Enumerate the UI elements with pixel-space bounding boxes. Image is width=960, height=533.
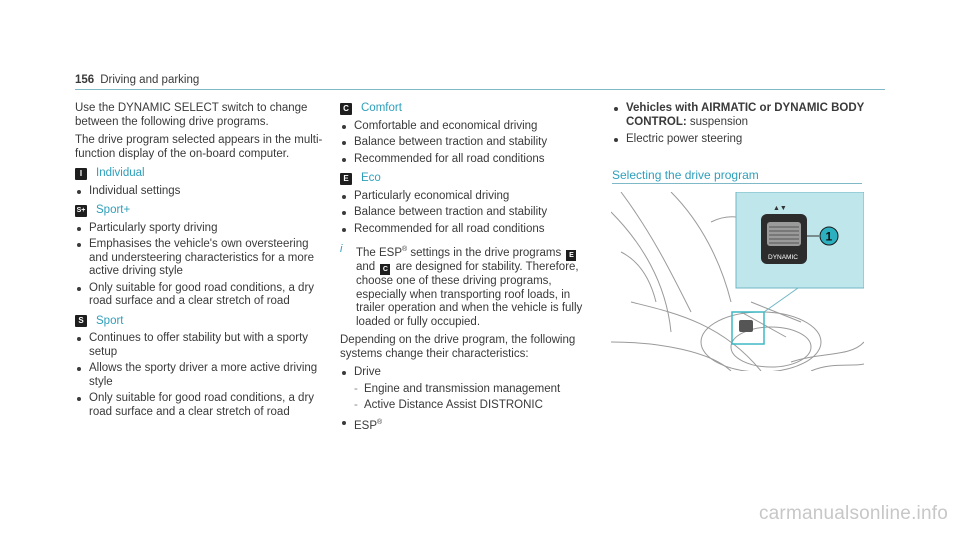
bullet-icon bbox=[614, 138, 618, 142]
list-item: - Active Distance Assist DISTRONIC bbox=[354, 399, 543, 412]
page-number: 156 bbox=[75, 74, 95, 86]
list-item: Emphasises the vehicle's own oversteering and understeering characteristics for a more active driving style bbox=[75, 238, 325, 279]
mode-title: Sport bbox=[96, 314, 124, 327]
eco-mode-icon: E bbox=[340, 173, 352, 185]
switch-label: DYNAMIC bbox=[768, 254, 798, 261]
chapter-title: Driving and parking bbox=[100, 74, 200, 86]
bullet-icon bbox=[77, 227, 81, 231]
column-middle bbox=[340, 102, 590, 436]
list-item: Electric power steering bbox=[612, 133, 872, 147]
mode-comfort bbox=[340, 102, 590, 116]
list-item: Vehicles with AIRMATIC or DYNAMIC BODY CONTROL: suspension bbox=[612, 102, 872, 129]
list-item: Particularly sporty driving bbox=[75, 222, 325, 236]
eco-bullets bbox=[340, 190, 590, 237]
page-header bbox=[75, 74, 199, 86]
list-item: Balance between traction and stability bbox=[340, 136, 590, 150]
list-item: Individual settings bbox=[75, 185, 325, 199]
mode-sport bbox=[75, 315, 325, 329]
arrow-indicator-icon: ▲▼ bbox=[773, 205, 787, 212]
list-item: - Engine and transmission management bbox=[354, 382, 561, 395]
mode-title: Comfort bbox=[361, 102, 402, 114]
dynamic-select-illustration bbox=[611, 192, 864, 371]
bullet-icon bbox=[342, 125, 346, 129]
list-item: Recommended for all road conditions bbox=[340, 223, 590, 237]
systems-list bbox=[340, 366, 590, 433]
intro-paragraph-1: Use the DYNAMIC SELECT switch to change between the following drive programs. bbox=[75, 102, 308, 128]
callout-number: 1 bbox=[825, 229, 833, 244]
list-item: Drive bbox=[340, 366, 590, 380]
bullet-icon bbox=[77, 287, 81, 291]
comfort-mode-icon: C bbox=[340, 103, 352, 115]
systems-list-continued bbox=[612, 102, 872, 147]
cockpit-drawing bbox=[611, 192, 864, 371]
sport-bullets bbox=[75, 332, 325, 419]
intro-paragraph-2: The drive program selected appears in the multi-function display of the on-board computer. bbox=[75, 134, 323, 160]
mode-sport-plus bbox=[75, 204, 325, 218]
mode-title: Individual bbox=[96, 167, 145, 179]
watermark: carmanualsonline.info bbox=[758, 503, 948, 524]
individual-mode-icon: I bbox=[75, 168, 87, 180]
column-left bbox=[75, 102, 325, 422]
info-note: i The ESP® settings in the drive programs E and C are designed for stability. Therefore, choose one of these driving programs, especially when transporting roof loads, in trailer operation and when the vehicle is fully loaded or fully occupied. bbox=[340, 243, 583, 328]
comfort-mode-icon: C bbox=[380, 264, 390, 275]
sport-plus-mode-icon: S+ bbox=[75, 205, 87, 217]
individual-bullets bbox=[75, 185, 325, 199]
list-item: Only suitable for good road conditions, a dry road surface and a clear stretch of road bbox=[75, 392, 325, 419]
depending-paragraph: Depending on the drive program, the following systems change their characteristics: bbox=[340, 334, 576, 360]
list-item: Comfortable and economical driving bbox=[340, 120, 590, 134]
bullet-icon bbox=[342, 158, 346, 162]
bullet-icon bbox=[342, 195, 346, 199]
bullet-icon bbox=[342, 228, 346, 232]
bullet-icon bbox=[77, 397, 81, 401]
mode-title: Sport+ bbox=[96, 204, 131, 216]
sport-mode-icon: S bbox=[75, 315, 87, 327]
mode-eco bbox=[340, 172, 590, 186]
bullet-icon bbox=[342, 211, 346, 215]
mode-individual bbox=[75, 167, 325, 181]
bullet-icon bbox=[342, 421, 346, 425]
eco-mode-icon: E bbox=[566, 250, 576, 261]
section-title: Selecting the drive program bbox=[612, 168, 759, 182]
bullet-icon bbox=[77, 243, 81, 247]
list-item: Only suitable for good road conditions, a dry road surface and a clear stretch of road bbox=[75, 282, 325, 309]
header-divider bbox=[75, 89, 885, 90]
bullet-icon bbox=[77, 367, 81, 371]
comfort-bullets bbox=[340, 120, 590, 167]
column-right bbox=[612, 102, 872, 150]
bullet-icon bbox=[77, 190, 81, 194]
bullet-icon bbox=[77, 337, 81, 341]
sport-plus-bullets bbox=[75, 222, 325, 309]
list-item: Allows the sporty driver a more active driving style bbox=[75, 362, 325, 389]
list-item: Continues to offer stability but with a sporty setup bbox=[75, 332, 325, 359]
bullet-icon bbox=[342, 371, 346, 375]
info-icon: i bbox=[340, 243, 343, 255]
section-divider bbox=[612, 183, 862, 184]
list-item: Particularly economical driving bbox=[340, 190, 590, 204]
list-item: Recommended for all road conditions bbox=[340, 153, 590, 167]
list-item: ESP® bbox=[340, 416, 590, 433]
bullet-icon bbox=[614, 107, 618, 111]
mode-title: Eco bbox=[361, 172, 381, 184]
list-item: Balance between traction and stability bbox=[340, 206, 590, 220]
bullet-icon bbox=[342, 141, 346, 145]
